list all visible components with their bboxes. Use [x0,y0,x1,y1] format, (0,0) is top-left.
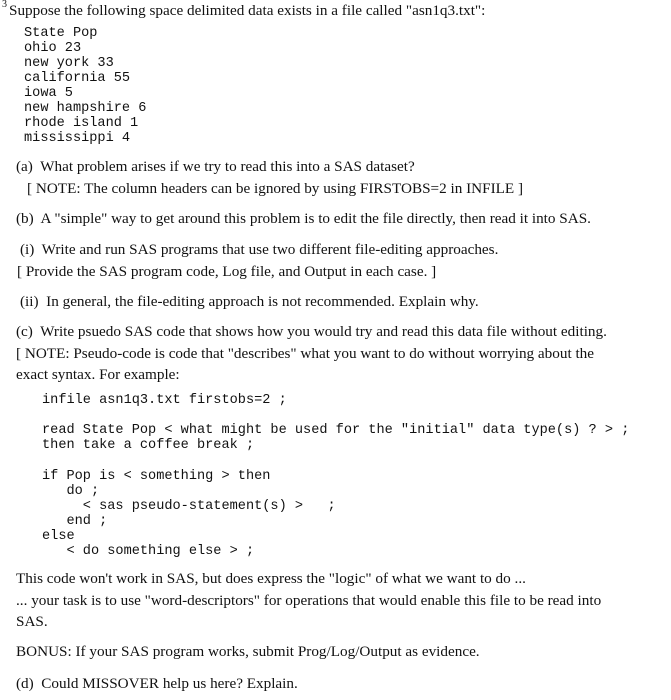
footnote-marker: 3 [2,0,7,10]
data-line: rhode island 1 [24,116,139,131]
part-c-line3: exact syntax. For example: [16,366,180,383]
code-line: read State Pop < what might be used for the "initial" data type(s) ? > ; [42,423,630,438]
part-b-i-line2: [ Provide the SAS program code, Log file, and Output in each case. ] [17,263,437,280]
part-a-question: (a) What problem arises if we try to read this into a SAS dataset? [16,158,415,175]
part-b-i-line1: (i) Write and run SAS programs that use two different file-editing approaches. [20,241,499,258]
part-c-line1: (c) Write psuedo SAS code that shows how you would try and read this data file without editing. [16,323,607,340]
part-a-note: [ NOTE: The column headers can be ignored by using FIRSTOBS=2 in INFILE ] [27,180,524,197]
data-line: State Pop [24,26,98,41]
data-line: ohio 23 [24,41,82,56]
code-line: infile asn1q3.txt firstobs=2 ; [42,393,287,408]
part-c-line2: [ NOTE: Pseudo-code is code that "describes" what you want to do without worrying about the [16,345,595,362]
code-line: < sas pseudo-statement(s) > ; [42,499,336,514]
data-line: iowa 5 [24,86,73,101]
part-d-question: (d) Could MISSOVER help us here? Explain. [16,675,298,692]
code-line: else [42,529,75,544]
intro-text: Suppose the following space delimited data exists in a file called "asn1q3.txt": [9,2,486,19]
closing-line3: SAS. [16,613,48,630]
closing-line2: ... your task is to use "word-descriptors" for operations that would enable this file to be read into [16,592,602,609]
part-b-question: (b) A "simple" way to get around this problem is to edit the file directly, then read it into SAS. [16,210,591,227]
code-line: if Pop is < something > then [42,469,271,484]
code-line: < do something else > ; [42,544,255,559]
code-line: end ; [42,514,108,529]
closing-line1: This code won't work in SAS, but does express the "logic" of what we want to do ... [16,570,526,587]
data-line: california 55 [24,71,131,86]
part-b-ii: (ii) In general, the file-editing approach is not recommended. Explain why. [20,293,479,310]
bonus-text: BONUS: If your SAS program works, submit Prog/Log/Output as evidence. [16,643,480,660]
data-line: new york 33 [24,56,114,71]
code-line: do ; [42,484,100,499]
code-line: then take a coffee break ; [42,438,255,453]
data-line: mississippi 4 [24,131,131,146]
data-line: new hampshire 6 [24,101,147,116]
